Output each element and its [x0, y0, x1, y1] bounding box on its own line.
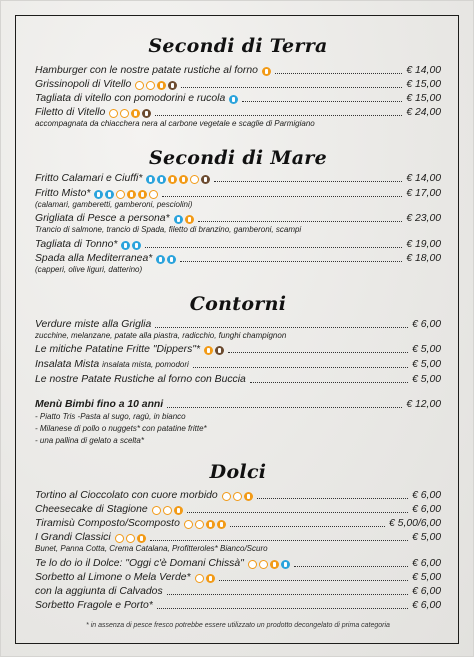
- milk-icon: [109, 109, 118, 118]
- milk-icon: [248, 560, 257, 569]
- allergen-icons: [109, 109, 151, 118]
- leader-dots: [162, 188, 402, 197]
- mustard-icon: [201, 175, 210, 184]
- item-note: accompagnata da chiacchera nera al carbone vegetale e scaglie di Parmigiano: [35, 119, 315, 128]
- leader-dots: [145, 239, 402, 248]
- egg-icon: [190, 175, 199, 184]
- egg-icon: [195, 520, 204, 529]
- item-name: Tagliata di vitello con pomodorini e rucola: [35, 93, 226, 104]
- item-name: Sorbetto Fragole e Porto*: [35, 600, 153, 611]
- item-price: € 14,00: [406, 65, 441, 76]
- mollusc-icon: [179, 175, 188, 184]
- item-name: I Grandi Classici: [35, 532, 111, 543]
- milk-icon: [135, 81, 144, 90]
- menu-item: [35, 504, 441, 516]
- fish-icon: [174, 215, 183, 224]
- item-name: Le mitiche Patatine Fritte "Dippers"*: [35, 344, 201, 355]
- item-note: Trancio di salmone, trancio di Spada, filetto di branzino, gamberoni, scampi: [35, 225, 302, 234]
- mustard-icon: [215, 346, 224, 355]
- leader-dots: [155, 319, 408, 328]
- item-note: (calamari, gamberetti, gamberoni, pesciolini): [35, 200, 193, 209]
- allergen-icons: [174, 215, 194, 224]
- gluten-icon: [206, 574, 215, 583]
- item-note: Bunet, Panna Cotta, Crema Catalana, Profitteroles* Bianco/Scuro: [35, 544, 268, 553]
- item-name: Cheesecake di Stagione: [35, 504, 148, 515]
- leader-dots: [228, 344, 408, 353]
- leader-dots: [257, 490, 408, 499]
- fish-icon: [156, 255, 165, 264]
- leader-dots: [157, 600, 408, 609]
- leader-dots: [180, 253, 402, 262]
- menu-item: [35, 532, 441, 544]
- item-name: Insalata Mista: [35, 359, 100, 370]
- item-price: € 6,00: [412, 558, 441, 569]
- leader-dots: [214, 173, 402, 182]
- egg-icon: [126, 534, 135, 543]
- item-name: Filetto di Vitello: [35, 107, 106, 118]
- mollusc-icon: [185, 215, 194, 224]
- item-name: Hamburger con le nostre patate rustiche al forno: [35, 65, 258, 76]
- nuts-icon: [217, 520, 226, 529]
- menu-item: [35, 107, 441, 119]
- gluten-icon: [174, 506, 183, 515]
- fish-icon: [121, 241, 130, 250]
- egg-icon: [149, 190, 158, 199]
- footer-note: * in assenza di pesce fresco potrebbe essere utilizzato un prodotto decongelato di prima categoria: [86, 622, 390, 629]
- allergen-icons: [229, 95, 238, 104]
- item-note: zucchine, melanzane, patate alla piastra, radicchio, funghi champignon: [35, 331, 287, 340]
- leader-dots: [294, 558, 408, 567]
- leader-dots: [275, 65, 402, 74]
- kids-menu-title: Menù Bimbi fino a 10 anni: [35, 399, 164, 410]
- gluten-icon: [204, 346, 213, 355]
- menu-item: [35, 188, 441, 200]
- allergen-icons: [115, 534, 146, 543]
- lactose-icon: [281, 560, 290, 569]
- menu-item: [35, 600, 441, 612]
- allergen-icons: [152, 506, 183, 515]
- egg-icon: [120, 109, 129, 118]
- item-price: € 18,00: [406, 253, 441, 264]
- item-price: € 6,00: [412, 490, 441, 501]
- item-name: Tiramisù Composto/Scomposto: [35, 518, 180, 529]
- item-price: € 23,00: [406, 213, 441, 224]
- item-price: € 6,00: [412, 504, 441, 515]
- item-price: € 6,00: [412, 586, 441, 597]
- allergen-icons: [248, 560, 290, 569]
- item-price: € 17,00: [406, 188, 441, 199]
- lactose-icon: [167, 255, 176, 264]
- milk-icon: [115, 534, 124, 543]
- menu-item: [35, 65, 441, 77]
- item-name: Grigliata di Pesce a persona*: [35, 213, 170, 224]
- leader-dots: [198, 213, 403, 222]
- menu-item: [35, 558, 441, 570]
- item-price: € 19,00: [406, 239, 441, 250]
- item-name: Fritto Calamari e Ciuffi*: [35, 173, 143, 184]
- leader-dots: [187, 504, 408, 513]
- item-name: Tortino al Cioccolato con cuore morbido: [35, 490, 218, 501]
- egg-icon: [163, 506, 172, 515]
- leader-dots: [167, 399, 402, 408]
- allergen-icons: [262, 67, 271, 76]
- fish-icon: [146, 175, 155, 184]
- menu-item: [35, 359, 441, 371]
- kids-menu-line: - Milanese di pollo o nuggets* con patatine fritte*: [35, 424, 207, 433]
- milk-icon: [222, 492, 231, 501]
- item-name: Fritto Misto*: [35, 188, 91, 199]
- gluten-icon: [137, 534, 146, 543]
- kids-menu-row: [35, 399, 441, 411]
- allergen-icons: [184, 520, 226, 529]
- section-title-dolci: Dolci: [209, 461, 267, 483]
- item-price: € 6,00: [412, 319, 441, 330]
- menu-item: [35, 518, 441, 530]
- milk-icon: [116, 190, 125, 199]
- menu-item: [35, 79, 441, 91]
- menu-item: [35, 239, 441, 251]
- gluten-icon: [262, 67, 271, 76]
- allergen-icons: [222, 492, 253, 501]
- kids-menu-line: - una pallina di gelato a scelta*: [35, 436, 144, 445]
- leader-dots: [150, 532, 408, 541]
- item-name: Verdure miste alla Griglia: [35, 319, 152, 330]
- section-title-contorni: Contorni: [189, 293, 287, 315]
- egg-icon: [233, 492, 242, 501]
- milk-icon: [184, 520, 193, 529]
- item-name: Le nostre Patate Rustiche al forno con Buccia: [35, 374, 246, 385]
- menu-item: [35, 253, 441, 265]
- item-price: € 24,00: [406, 107, 441, 118]
- kids-menu-price: € 12,00: [406, 399, 441, 410]
- leader-dots: [167, 586, 408, 595]
- menu-item: [35, 213, 441, 225]
- item-price: € 5,00: [412, 532, 441, 543]
- kids-menu-line: - Piatto Tris -Pasta al sugo, ragù, in bianco: [35, 412, 186, 421]
- mustard-icon: [168, 81, 177, 90]
- allergen-icons: [156, 255, 176, 264]
- menu-item: [35, 319, 441, 331]
- milk-icon: [195, 574, 204, 583]
- menu-item: [35, 586, 441, 598]
- item-name: con la aggiunta di Calvados: [35, 586, 163, 597]
- lactose-icon: [132, 241, 141, 250]
- gluten-icon: [270, 560, 279, 569]
- menu-item: [35, 490, 441, 502]
- item-name: Te lo do io il Dolce: "Oggi c'è Domani Chissà": [35, 558, 244, 569]
- item-price: € 5,00: [412, 344, 441, 355]
- allergen-icons: [121, 241, 141, 250]
- leader-dots: [250, 374, 408, 383]
- allergen-icons: [195, 574, 215, 583]
- allergen-icons: [146, 175, 210, 184]
- item-name: Spada alla Mediterranea*: [35, 253, 153, 264]
- gluten-icon: [206, 520, 215, 529]
- lactose-icon: [229, 95, 238, 104]
- item-price: € 5,00: [412, 572, 441, 583]
- menu-item: [35, 344, 441, 356]
- item-price: € 5,00: [412, 374, 441, 385]
- item-extra: insalata mista, pomodori: [102, 360, 189, 369]
- section-title-terra: Secondi di Terra: [148, 35, 328, 57]
- leader-dots: [181, 79, 402, 88]
- leader-dots: [230, 518, 385, 527]
- gluten-icon: [157, 81, 166, 90]
- item-price: € 5,00/6,00: [389, 518, 441, 529]
- menu-item: [35, 572, 441, 584]
- item-price: € 15,00: [406, 79, 441, 90]
- mustard-icon: [142, 109, 151, 118]
- egg-icon: [146, 81, 155, 90]
- menu-item: [35, 173, 441, 185]
- leader-dots: [219, 572, 409, 581]
- fish-icon: [94, 190, 103, 199]
- allergen-icons: [94, 190, 158, 199]
- crustacean-icon: [157, 175, 166, 184]
- item-name: Sorbetto al Limone o Mela Verde*: [35, 572, 191, 583]
- crustacean-icon: [105, 190, 114, 199]
- gluten-icon: [127, 190, 136, 199]
- allergen-icons: [135, 81, 177, 90]
- allergen-icons: [204, 346, 224, 355]
- item-note: (capperi, olive liguri, datterino): [35, 265, 143, 274]
- section-title-mare: Secondi di Mare: [148, 147, 328, 169]
- leader-dots: [193, 359, 408, 368]
- milk-icon: [152, 506, 161, 515]
- egg-icon: [259, 560, 268, 569]
- item-name: Tagliata di Tonno*: [35, 239, 118, 250]
- menu-item: [35, 93, 441, 105]
- menu-item: [35, 374, 441, 386]
- leader-dots: [155, 107, 402, 116]
- item-price: € 15,00: [406, 93, 441, 104]
- gluten-icon: [244, 492, 253, 501]
- item-price: € 5,00: [412, 359, 441, 370]
- item-name: Grissinopoli di Vitello: [35, 79, 132, 90]
- gluten-icon: [131, 109, 140, 118]
- item-price: € 6,00: [412, 600, 441, 611]
- item-price: € 14,00: [406, 173, 441, 184]
- leader-dots: [242, 93, 402, 102]
- gluten-icon: [168, 175, 177, 184]
- mollusc-icon: [138, 190, 147, 199]
